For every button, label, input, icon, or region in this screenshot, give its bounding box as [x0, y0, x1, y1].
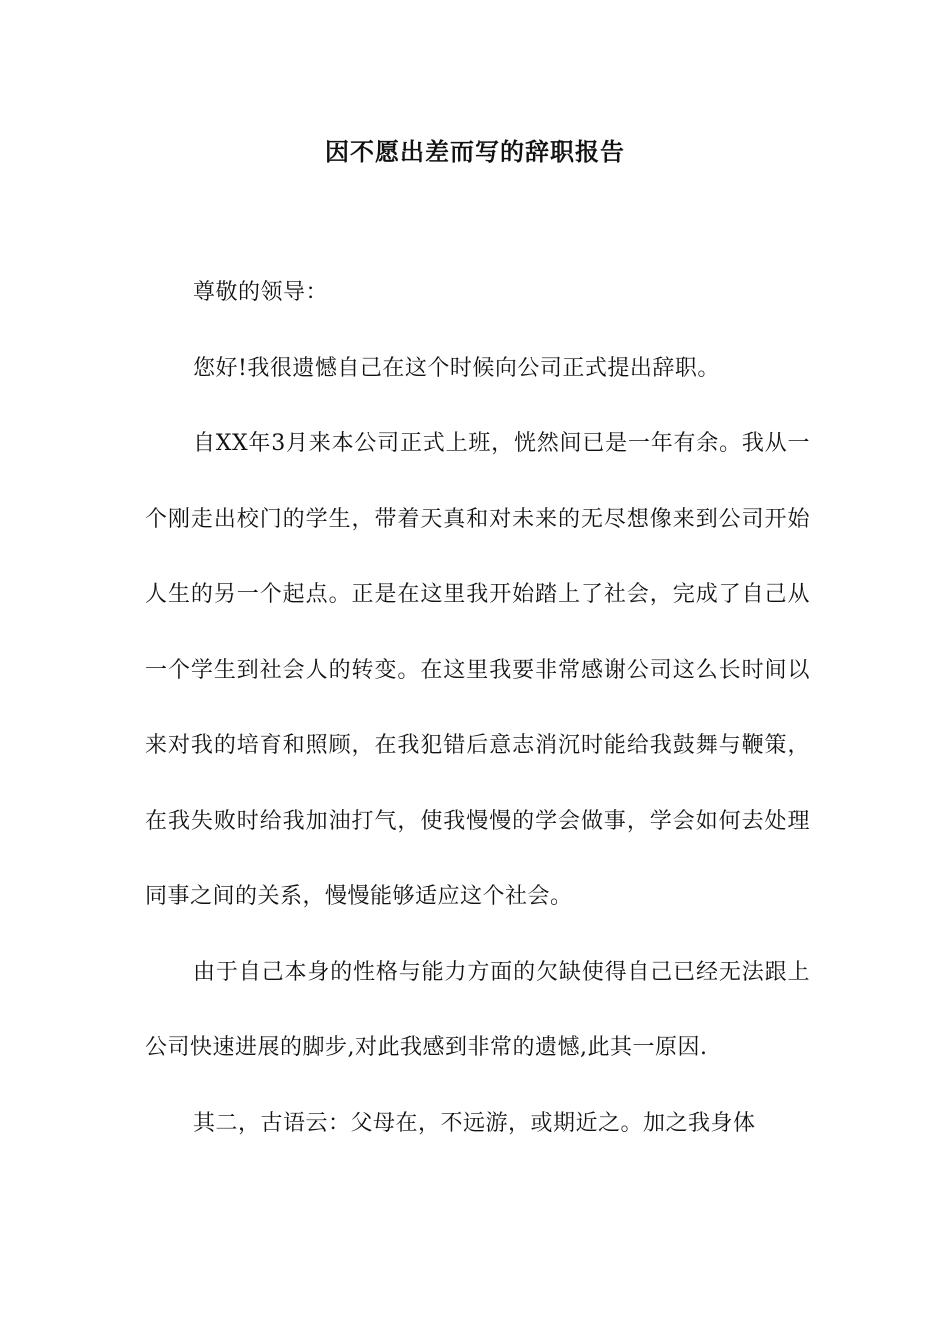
paragraph-experience: 自XX年3月来本公司正式上班，恍然间已是一年有余。我从一个刚走出校门的学生，带着天真和对未来的无尽想像来到公司开始人生的另一个起点。正是在这里我开始踏上了社会，完成了自己从一个学生到社会人的转变。在这里我要非常感谢公司这么长时间以来对我的培育和照顾，在我犯错后意志消沉时能给我鼓舞与鞭策，在我失败时给我加油打气，使我慢慢的学会做事，学会如何去处理同事之间的关系，慢慢能够适应这个社会。 — [145, 431, 810, 909]
paragraph-greeting: 您好!我很遗憾自己在这个时候向公司正式提出辞职。 — [193, 355, 720, 381]
document-title: 因不愿出差而写的辞职报告 — [325, 137, 625, 166]
salutation: 尊敬的领导： — [193, 280, 329, 305]
document-body — [145, 255, 810, 1161]
paragraph-reason-two: 其二，古语云：父母在，不远游，或期近之。加之我身体 — [193, 1110, 756, 1136]
paragraph-reason-one: 由于自己本身的性格与能力方面的欠缺使得自己已经无法跟上公司快速进展的脚步,对此我感到非常的遗憾,此其一原因. — [145, 959, 810, 1060]
